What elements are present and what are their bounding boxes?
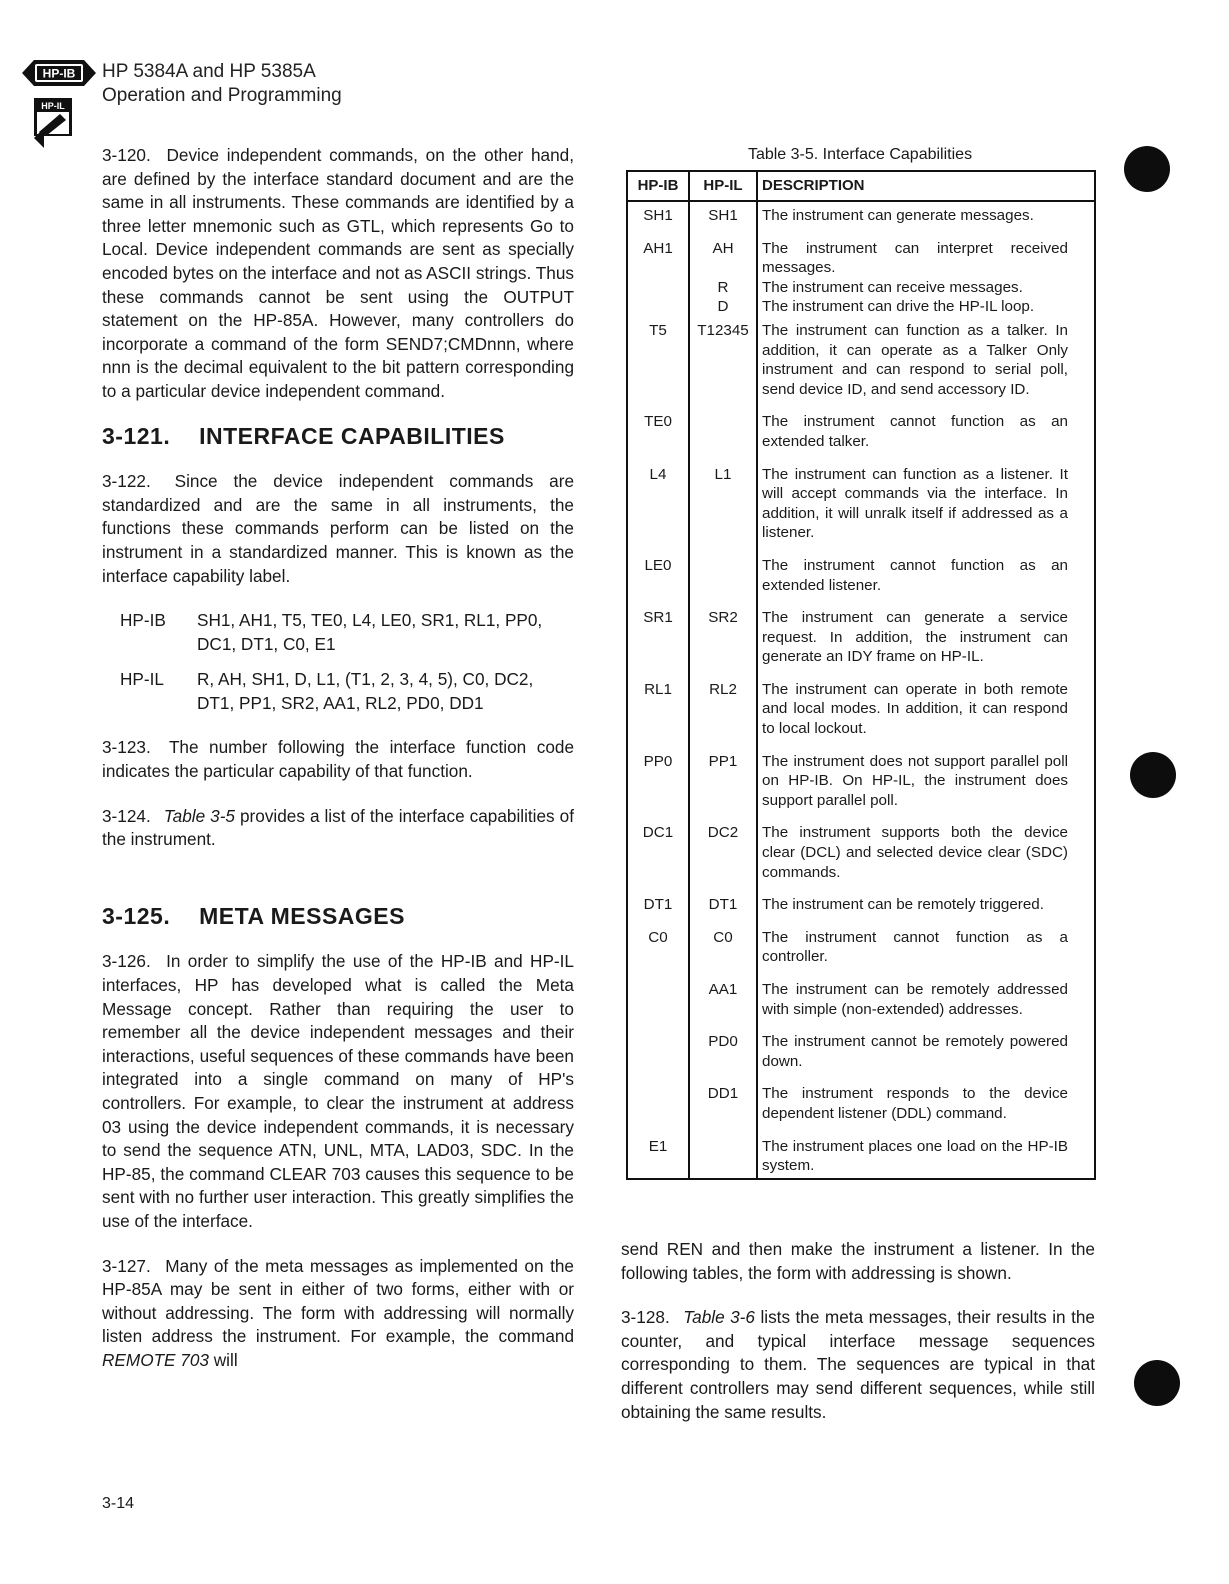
cell-description: The instrument can generate messages. bbox=[757, 201, 1095, 235]
table-row bbox=[627, 748, 1095, 820]
table-row bbox=[627, 297, 1095, 317]
cell-hpil: SH1 bbox=[689, 201, 757, 235]
cell-description: The instrument cannot function as an extended listener. bbox=[757, 552, 1095, 604]
cell-hpib: LE0 bbox=[627, 552, 689, 604]
cell-hpil bbox=[689, 552, 757, 604]
capability-bus-label: HP-IB bbox=[120, 610, 166, 631]
interface-capabilities-table bbox=[626, 170, 1096, 1180]
paragraph-number: 3-123. bbox=[102, 737, 151, 758]
cell-description: The instrument cannot function as an extended talker. bbox=[757, 408, 1095, 460]
binder-hole bbox=[1134, 1360, 1180, 1406]
cell-description: The instrument cannot function as a controller. bbox=[757, 924, 1095, 976]
cell-description: The instrument can operate in both remote and local modes. In addition, it can respond to local lockout. bbox=[757, 676, 1095, 748]
cell-hpib: SH1 bbox=[627, 201, 689, 235]
left-column bbox=[102, 144, 574, 1394]
cell-description: The instrument cannot be remotely powered down. bbox=[757, 1028, 1095, 1080]
cell-description: The instrument responds to the device dependent listener (DDL) command. bbox=[757, 1080, 1095, 1132]
cell-hpib: TE0 bbox=[627, 408, 689, 460]
table-row bbox=[627, 278, 1095, 298]
paragraph-number: 3-124. bbox=[102, 805, 151, 826]
cell-description: The instrument can be remotely addressed with simple (non-extended) addresses. bbox=[757, 976, 1095, 1028]
cell-hpil: DD1 bbox=[689, 1080, 757, 1132]
table-row bbox=[627, 408, 1095, 460]
table-row bbox=[627, 552, 1095, 604]
table-row bbox=[627, 976, 1095, 1028]
cell-hpib: L4 bbox=[627, 461, 689, 552]
right-column bbox=[621, 1238, 1095, 1445]
cell-hpil: T12345 bbox=[689, 317, 757, 408]
cell-hpib bbox=[627, 976, 689, 1028]
capability-label-hpil bbox=[102, 668, 574, 715]
paragraph-text: The number following the interface function code indicates the particular capability of that function. bbox=[102, 737, 574, 782]
paragraph-number: 3-128. bbox=[621, 1307, 670, 1328]
cell-description: The instrument supports both the device clear (DCL) and selected device clear (SDC) commands. bbox=[757, 819, 1095, 891]
table-row bbox=[627, 235, 1095, 278]
paragraph-text: Many of the meta messages as implemented on the HP-85A may be sent in either of two forms, either with or without addressing. The form with addressing will normally listen address the instrument. For example, the command bbox=[102, 1255, 574, 1347]
paragraph-3-128 bbox=[621, 1306, 1095, 1424]
cell-hpil: PP1 bbox=[689, 748, 757, 820]
table-body bbox=[627, 201, 1095, 1179]
cell-hpib: T5 bbox=[627, 317, 689, 408]
cell-hpib: SR1 bbox=[627, 604, 689, 676]
page-number: 3-14 bbox=[102, 1495, 135, 1512]
binder-hole bbox=[1130, 752, 1176, 798]
paragraph-3-126 bbox=[102, 950, 574, 1233]
section-number: 3-121. bbox=[102, 422, 171, 449]
cell-hpib: E1 bbox=[627, 1133, 689, 1179]
cell-hpib bbox=[627, 1080, 689, 1132]
cell-description: The instrument can generate a service request. In addition, the instrument can generate an IDY frame on HP-IL. bbox=[757, 604, 1095, 676]
cell-hpil: D bbox=[689, 297, 757, 317]
column-header-hpil: HP-IL bbox=[689, 171, 757, 201]
paragraph-3-127 bbox=[102, 1255, 574, 1373]
cell-hpib: DT1 bbox=[627, 891, 689, 924]
cell-description: The instrument does not support parallel poll on HP-IB. On HP-IL, the instrument does support parallel poll. bbox=[757, 748, 1095, 820]
table-caption: Table 3-5. Interface Capabilities bbox=[747, 146, 973, 163]
cell-hpil: DT1 bbox=[689, 891, 757, 924]
cell-hpib: AH1 bbox=[627, 235, 689, 278]
cell-hpil: DC2 bbox=[689, 819, 757, 891]
paragraph-text: Device independent commands, on the other hand, are defined by the interface standard document and are the same in all instruments. These commands are identified by a three letter mnemonic such as GTL, which represents Go to Local. Device independent commands are sent as specially encoded bytes on the interface and not as ASCII strings. Thus these commands cannot be sent using the OUTPUT statement on the HP-85A. However, many controllers do incorporate a command of the form SEND7;CMDnnn, where nnn is the decimal equivalent to the bit pattern corresponding to a particular device independent command. bbox=[102, 145, 575, 401]
cell-hpil: PD0 bbox=[689, 1028, 757, 1080]
cell-hpib: RL1 bbox=[627, 676, 689, 748]
table-row bbox=[627, 891, 1095, 924]
cell-hpil: L1 bbox=[689, 461, 757, 552]
cell-hpil: SR2 bbox=[689, 604, 757, 676]
column-header-description: DESCRIPTION bbox=[757, 171, 1095, 201]
capability-codes: R, AH, SH1, D, L1, (T1, 2, 3, 4, 5), C0, DC2, DT1, PP1, SR2, AA1, RL2, PD0, DD1 bbox=[197, 669, 534, 713]
header-title-line1: HP 5384A and HP 5385A bbox=[102, 61, 316, 82]
cell-hpil: R bbox=[689, 278, 757, 298]
cell-description: The instrument can interpret received messages. bbox=[757, 235, 1095, 278]
paragraph-3-122 bbox=[102, 470, 574, 588]
cell-hpil: RL2 bbox=[689, 676, 757, 748]
table-row bbox=[627, 819, 1095, 891]
cell-hpib: DC1 bbox=[627, 819, 689, 891]
hpil-logo bbox=[34, 98, 80, 150]
section-title: INTERFACE CAPABILITIES bbox=[199, 422, 505, 449]
cell-hpib: C0 bbox=[627, 924, 689, 976]
cell-hpil: C0 bbox=[689, 924, 757, 976]
cell-hpil bbox=[689, 1133, 757, 1179]
table-row bbox=[627, 604, 1095, 676]
paragraph-3-120 bbox=[102, 144, 574, 404]
cell-description: The instrument can receive messages. bbox=[757, 278, 1095, 298]
cell-description: The instrument can function as a listener. It will accept commands via the interface. In addition, it will unralk itself if addressed as a listener. bbox=[757, 461, 1095, 552]
hpib-logo-text: HP-IB bbox=[42, 66, 76, 81]
cell-hpil: AA1 bbox=[689, 976, 757, 1028]
section-title: META MESSAGES bbox=[199, 902, 405, 929]
table-row bbox=[627, 1133, 1095, 1179]
table-row bbox=[627, 1028, 1095, 1080]
table-row bbox=[627, 924, 1095, 976]
paragraph-number: 3-122. bbox=[102, 471, 151, 492]
cell-description: The instrument places one load on the HP-IB system. bbox=[757, 1133, 1095, 1179]
paragraph-number: 3-120. bbox=[102, 145, 151, 165]
capability-label-hpib bbox=[102, 609, 574, 656]
table-row bbox=[627, 201, 1095, 235]
capability-codes: SH1, AH1, T5, TE0, L4, LE0, SR1, RL1, PP0, DC1, DT1, C0, E1 bbox=[197, 610, 543, 654]
cell-description: The instrument can be remotely triggered. bbox=[757, 891, 1095, 924]
table-reference: Table 3-6 bbox=[683, 1307, 755, 1328]
section-number: 3-125. bbox=[102, 902, 171, 929]
paragraph-number: 3-127. bbox=[102, 1255, 151, 1276]
section-heading-meta-messages bbox=[102, 902, 574, 929]
header-title-line2: Operation and Programming bbox=[102, 85, 342, 106]
hpil-logo-text: HP-IL bbox=[41, 101, 65, 111]
cell-description: The instrument can drive the HP-IL loop. bbox=[757, 297, 1095, 317]
paragraph-number: 3-126. bbox=[102, 951, 151, 972]
binder-hole bbox=[1124, 146, 1170, 192]
capability-bus-label: HP-IL bbox=[120, 669, 164, 690]
paragraph-text: In order to simplify the use of the HP-IB and HP-IL interfaces, HP has developed what is called the Meta Message concept. Rather than requiring the user to remember all the device independent messages and their interactions, useful sequences of these commands have been integrated into a single command on many of HP's controllers. For example, to clear the instrument at address 03 using the device independent commands, it is necessary to send the sequence ATN, UNL, MTA, LAD03, SDC. In the HP-85, the command CLEAR 703 causes this sequence to be sent with no further user interaction. This greatly simplifies the use of the interface. bbox=[102, 951, 574, 1231]
cell-description: The instrument can function as a talker. In addition, it can operate as a Talker Only instrument and can respond to serial poll, send device ID, and send accessory ID. bbox=[757, 317, 1095, 408]
table-row bbox=[627, 317, 1095, 408]
hpib-logo bbox=[22, 57, 96, 89]
command-example: REMOTE 703 bbox=[102, 1349, 209, 1370]
paragraph-text: Since the device independent commands are standardized and are the same in all instruments, the functions these commands perform can be listed on the instrument in a standardized manner. This is known as the interface capability label. bbox=[102, 471, 575, 586]
table-row bbox=[627, 1080, 1095, 1132]
paragraph-3-123 bbox=[102, 736, 574, 783]
cell-hpib: PP0 bbox=[627, 748, 689, 820]
paragraph-continuation: send REN and then make the instrument a listener. In the following tables, the form with addressing is shown. bbox=[621, 1239, 1095, 1283]
table-row bbox=[627, 461, 1095, 552]
column-header-hpib: HP-IB bbox=[627, 171, 689, 201]
cell-hpib bbox=[627, 297, 689, 317]
section-heading-interface-capabilities bbox=[102, 422, 574, 449]
paragraph-text: provides a list of the interface capabilities of the instrument. bbox=[102, 805, 574, 850]
paragraph-text: lists the meta messages, their results in the counter, and typical interface message sequences corresponding to them. The sequences are typical in that different controllers may send different sequences, while still obtaining the same results. bbox=[621, 1307, 1095, 1422]
cell-hpib bbox=[627, 1028, 689, 1080]
paragraph-3-124 bbox=[102, 805, 574, 852]
cell-hpib bbox=[627, 278, 689, 298]
cell-hpil: AH bbox=[689, 235, 757, 278]
table-header-row bbox=[627, 171, 1095, 201]
table-reference: Table 3-5 bbox=[163, 805, 235, 826]
paragraph-text-end: will bbox=[213, 1349, 238, 1370]
page-header bbox=[102, 60, 342, 108]
cell-hpil bbox=[689, 408, 757, 460]
table-row bbox=[627, 676, 1095, 748]
